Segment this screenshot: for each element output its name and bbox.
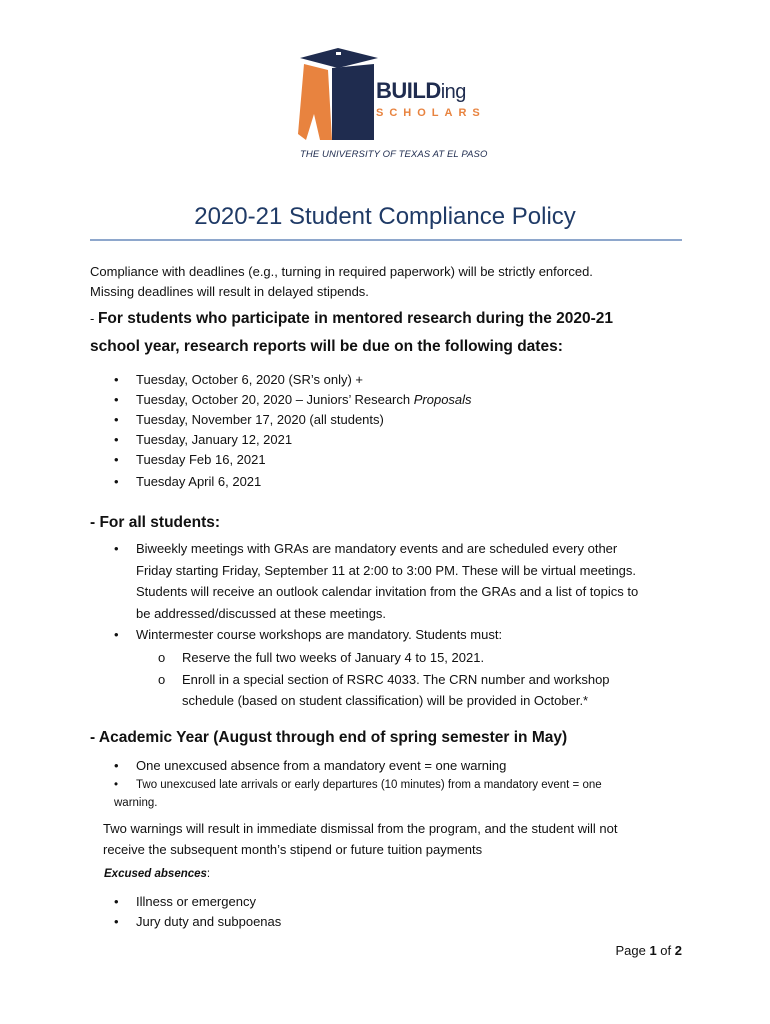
university-name: THE UNIVERSITY OF TEXAS AT EL PASO	[300, 149, 488, 160]
title-divider	[90, 239, 682, 241]
list-item: • Tuesday, October 6, 2020 (SR’s only) +	[114, 370, 674, 390]
list-item: • Tuesday, October 20, 2020 – Juniors’ Research Proposals	[114, 390, 674, 410]
list-item: • Tuesday, November 17, 2020 (all students)	[114, 410, 674, 430]
excused-absences-label: Excused absences:	[104, 868, 211, 880]
list-item: o Enroll in a special section of RSRC 4033. The CRN number and workshop schedule (based on student classification) will be provided in October.*	[158, 669, 698, 712]
all-students-heading: - For all students:	[90, 514, 221, 531]
all-students-list	[114, 538, 694, 646]
list-item: • Tuesday April 6, 2021	[114, 472, 674, 492]
list-item: • Wintermester course workshops are mandatory. Students must:	[114, 624, 694, 646]
building-scholars-logo	[292, 44, 486, 166]
list-item: • One unexcused absence from a mandatory event = one warning	[114, 756, 694, 776]
warning-paragraph: Two warnings will result in immediate dismissal from the program, and the student will not receive the subsequent month’s stipend or future tuition payments	[103, 821, 618, 857]
logo-word-suffix: ing	[440, 81, 466, 103]
research-heading-prefix: -	[90, 311, 98, 326]
list-item: • Biweekly meetings with GRAs are mandatory events and are scheduled every other Friday starting Friday, September 11 at 2:00 to 3:00 PM. These will be virtual meetings. Students will receive an outlook calendar invitation from the GRAs and a list of topics to be addressed/discussed at these meetings.	[114, 538, 694, 624]
research-dates-list	[114, 370, 674, 492]
list-item: • Jury duty and subpoenas	[114, 912, 514, 932]
wintermester-sublist	[158, 647, 698, 712]
italic-proposals: Proposals	[413, 392, 472, 407]
intro-paragraph	[90, 262, 690, 302]
page-number: Page 1 of 2	[615, 943, 682, 958]
research-heading-line-2: school year, research reports will be due on the following dates:	[90, 338, 563, 355]
late-arrivals-item: • Two unexcused late arrivals or early departures (10 minutes) from a mandatory event = one warning.	[114, 779, 602, 809]
academic-year-heading: - Academic Year (August through end of spring semester in May)	[90, 729, 568, 746]
logo-subword: SCHOLARS	[376, 107, 486, 119]
logo-wordmark	[376, 78, 466, 104]
logo-word-main: BUILD	[376, 78, 441, 103]
list-item: • Tuesday, January 12, 2021	[114, 430, 674, 450]
list-item: • Tuesday Feb 16, 2021	[114, 450, 674, 470]
intro-line-1: Compliance with deadlines (e.g., turning in required paperwork) will be strictly enforced.	[90, 264, 593, 279]
list-item: • Illness or emergency	[114, 892, 514, 912]
research-heading-line-1: For students who participate in mentored research during the 2020-21	[97, 310, 614, 327]
list-item: o Reserve the full two weeks of January 4 to 15, 2021.	[158, 647, 698, 669]
intro-line-2: Missing deadlines will result in delayed stipends.	[90, 284, 369, 299]
academic-year-list	[114, 756, 694, 776]
graduation-cap-icon	[292, 44, 482, 166]
research-heading	[90, 305, 710, 361]
excused-absences-list	[114, 892, 514, 932]
page-title: 2020-21 Student Compliance Policy	[194, 203, 576, 230]
